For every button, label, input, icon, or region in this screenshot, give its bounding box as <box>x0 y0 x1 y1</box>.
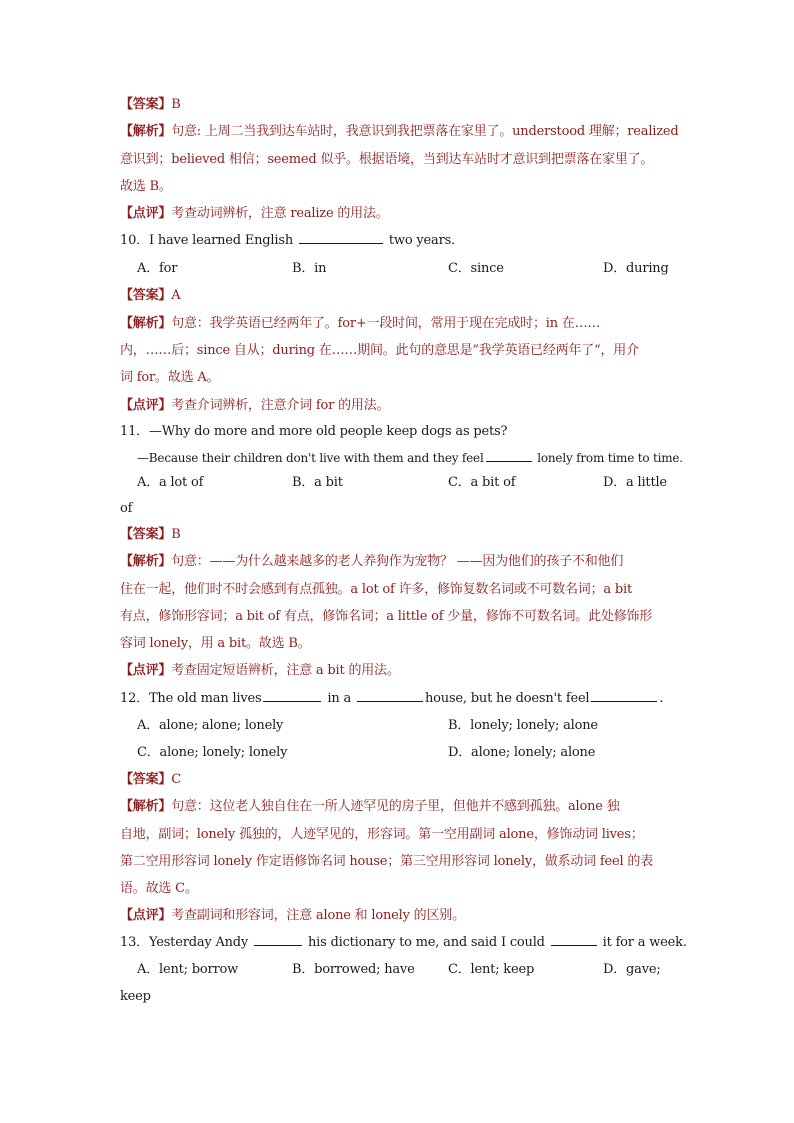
option-b[interactable]: B．borrowed; have <box>292 962 415 977</box>
option-c[interactable]: C．since <box>448 261 504 276</box>
q11-analysis-line3: 有点，修饰形容词；a bit of 有点，修饰名词；a little of 少量，修饰不可数名词。此处修饰形 <box>120 609 653 624</box>
option-a[interactable]: A．a lot of <box>137 475 204 490</box>
q12-analysis: 【解析】句意：这位老人独自住在一所人迹罕见的房子里，但他并不感到孤独。alone 独 <box>120 799 620 814</box>
option-d[interactable]: D．alone; lonely; alone <box>448 745 596 760</box>
answer-blank[interactable] <box>591 689 657 702</box>
option-b[interactable]: B．in <box>292 261 327 276</box>
q12-analysis-line3: 第二空用形容词 lonely 作定语修饰名词 house；第三空用形容词 lonely，做系动词 feel 的表 <box>120 854 653 869</box>
option-d[interactable]: D．a little <box>603 475 667 490</box>
option-c[interactable]: C．alone; lonely; lonely <box>137 745 288 760</box>
option-b[interactable]: B．a bit <box>292 475 343 490</box>
option-c[interactable]: C．lent; keep <box>448 962 535 977</box>
q10-analysis-line3: 词 for。故选 A。 <box>120 370 220 385</box>
q11-answer: 【答案】B <box>120 527 181 542</box>
q11-analysis: 【解析】句意：——为什么越来越多的老人养狗作为宠物？ ——因为他们的孩子不和他们 <box>120 554 624 569</box>
q10-analysis-line2: 内，……后；since 自从；during 在……期间。此句的意思是”我学英语已经两年了“，用介 <box>120 343 639 358</box>
q10-stem: 10．I have learned English two years. <box>120 233 455 248</box>
option-a[interactable]: A．alone; alone; lonely <box>137 718 284 733</box>
q10-analysis: 【解析】句意：我学英语已经两年了。for+一段时间，常用于现在完成时；in 在…… <box>120 316 601 331</box>
answer-blank[interactable] <box>299 231 383 244</box>
q9-analysis-line3: 故选 B。 <box>120 179 172 194</box>
q11-comment: 【点评】考查固定短语辨析，注意 a bit 的用法。 <box>120 663 400 678</box>
option-a[interactable]: A．lent; borrow <box>137 962 239 977</box>
q10-answer: 【答案】A <box>120 288 181 303</box>
q12-comment: 【点评】考查副词和形容词，注意 alone 和 lonely 的区别。 <box>120 908 465 923</box>
q12-analysis-line4: 语。故选 C。 <box>120 881 198 896</box>
answer-blank[interactable] <box>486 449 532 462</box>
q13-option-wrap: keep <box>120 989 151 1004</box>
q12-stem: 12．The old man lives in a house, but he doesn't feel . <box>120 691 664 706</box>
q9-comment: 【点评】考查动词辨析，注意 realize 的用法。 <box>120 206 389 221</box>
option-d[interactable]: D．during <box>603 261 669 276</box>
option-b[interactable]: B．lonely; lonely; alone <box>448 718 598 733</box>
q9-analysis: 【解析】句意: 上周二当我到达车站时，我意识到我把票落在家里了。understood 理解；realized <box>120 124 679 139</box>
answer-blank[interactable] <box>357 689 423 702</box>
answer-blank[interactable] <box>254 933 302 946</box>
q12-answer: 【答案】C <box>120 772 181 787</box>
q10-comment: 【点评】考查介词辨析，注意介词 for 的用法。 <box>120 398 390 413</box>
option-c[interactable]: C．a bit of <box>448 475 516 490</box>
q11-analysis-line4: 容词 lonely，用 a bit。故选 B。 <box>120 636 311 651</box>
q11-analysis-line2: 住在一起，他们时不时会感到有点孤独。a lot of 许多，修饰复数名词或不可数名词；a bit <box>120 582 632 597</box>
answer-blank[interactable] <box>263 689 321 702</box>
answer-blank[interactable] <box>551 933 597 946</box>
option-d[interactable]: D．gave; <box>603 962 661 977</box>
q13-stem: 13．Yesterday Andy his dictionary to me, and said I could it for a week. <box>120 935 687 950</box>
q11-stem-line2: —Because their children don't live with them and they feel lonely from time to time. <box>137 451 683 465</box>
q11-option-wrap: of <box>120 501 133 516</box>
q12-analysis-line2: 自地，副词；lonely 孤独的，人迹罕见的，形容词。第一空用副词 alone，修饰动词 lives； <box>120 827 644 842</box>
q9-analysis-line2: 意识到；believed 相信；seemed 似乎。根据语境，当到达车站时才意识到把票落在家里了。 <box>120 152 654 167</box>
option-a[interactable]: A．for <box>137 261 178 276</box>
q9-answer: 【答案】B <box>120 97 181 112</box>
q11-stem: 11．—Why do more and more old people keep dogs as pets? <box>120 424 508 439</box>
